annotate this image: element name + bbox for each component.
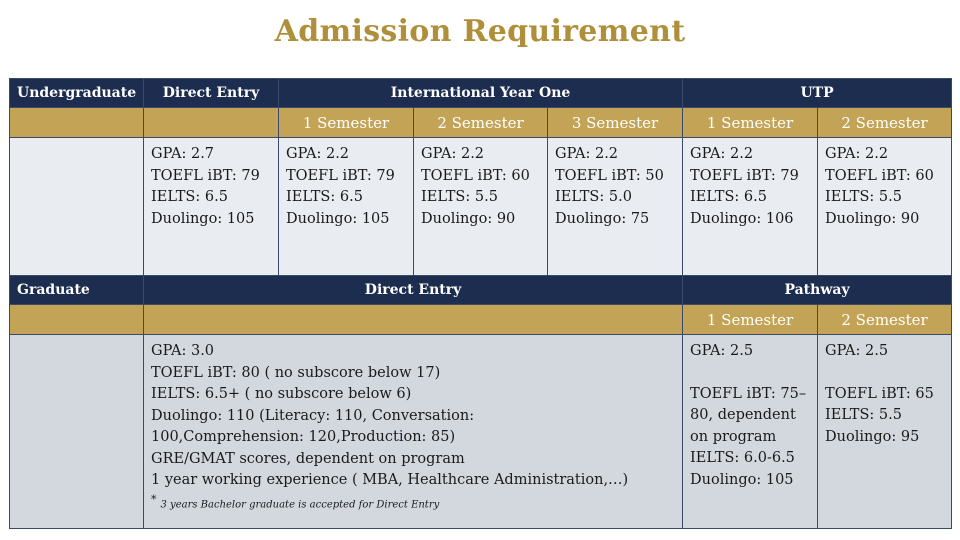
requirement-line: 1 year working experience ( MBA, Healthcare Administration,…) — [151, 472, 629, 488]
requirement-line: IELTS: 5.5 — [825, 189, 902, 205]
empty-cell — [10, 335, 144, 529]
spacer — [690, 363, 813, 384]
requirement-line: Duolingo: 106 — [690, 210, 794, 227]
graduate-label: Graduate — [10, 276, 144, 305]
international-year-one-header: International Year One — [279, 79, 683, 108]
requirement-line: GPA: 2.2 — [555, 146, 619, 162]
requirement-line: GPA: 2.2 — [825, 146, 889, 162]
utp-semester-1-cell — [683, 138, 818, 276]
requirement-line: TOEFL iBT: 50 — [555, 167, 664, 184]
requirement-line: TOEFL iBT: 79 — [151, 167, 260, 184]
requirement-line: Duolingo: 105 — [151, 210, 255, 227]
utp-header: UTP — [683, 79, 952, 108]
undergrad-header-row — [10, 79, 952, 108]
iyo-semester-2: 2 Semester — [414, 108, 548, 138]
iyo-semester-3: 3 Semester — [548, 108, 683, 138]
empty-cell — [10, 138, 144, 276]
iyo-semester-1-cell — [279, 138, 414, 276]
requirement-line: GPA: 2.7 — [151, 146, 215, 162]
footnote-marker: * — [151, 492, 157, 506]
requirement-line: GPA: 2.5 — [825, 343, 889, 359]
requirement-line: GPA: 3.0 — [151, 343, 215, 359]
iyo-semester-3-cell — [548, 138, 683, 276]
requirement-line: GPA: 2.2 — [421, 146, 485, 162]
graduate-header-row — [10, 276, 952, 305]
iyo-semester-2-cell — [414, 138, 548, 276]
requirement-line: IELTS: 6.5 — [690, 189, 767, 205]
graduate-direct-entry-header: Direct Entry — [144, 276, 683, 305]
utp-semester-2-cell — [818, 138, 952, 276]
footnote-text: 3 years Bachelor graduate is accepted for Direct Entry — [160, 498, 440, 510]
requirement-line: Duolingo: 90 — [825, 210, 920, 227]
requirement-line: Duolingo: 105 — [286, 210, 390, 227]
graduate-direct-entry-cell — [144, 335, 683, 529]
admission-requirements-table — [9, 78, 952, 529]
pathway-header: Pathway — [683, 276, 952, 305]
utp-semester-1: 1 Semester — [683, 108, 818, 138]
pathway-semester-1: 1 Semester — [683, 305, 818, 335]
undergrad-label: Undergraduate — [10, 79, 144, 108]
empty-cell — [10, 108, 144, 138]
pathway-semester-1-cell — [683, 335, 818, 529]
requirement-line: Duolingo: 110 (Literacy: 110, Conversation: 100,Comprehension: 120,Production: 85) — [151, 407, 475, 445]
pathway-semester-2-cell — [818, 335, 952, 529]
requirement-line: GPA: 2.5 — [690, 343, 754, 359]
requirement-line: TOEFL iBT: 79 — [286, 167, 395, 184]
iyo-semester-1: 1 Semester — [279, 108, 414, 138]
requirement-line: IELTS: 5.5 — [825, 407, 902, 423]
requirement-line: IELTS: 6.5+ ( no subscore below 6) — [151, 386, 412, 402]
requirement-line: Duolingo: 105 — [690, 471, 794, 488]
requirement-line: Duolingo: 95 — [825, 428, 920, 445]
requirement-line: GPA: 2.2 — [690, 146, 754, 162]
page-title: Admission Requirement — [274, 14, 686, 49]
requirement-line: TOEFL iBT: 79 — [690, 167, 799, 184]
requirement-line: TOEFL iBT: 75–80, dependent on program IELTS: 6.0-6.5 — [690, 385, 807, 466]
requirement-line: IELTS: 6.5 — [286, 189, 363, 205]
requirement-line: TOEFL iBT: 80 ( no subscore below 17) — [151, 364, 441, 381]
pathway-semester-2: 2 Semester — [818, 305, 952, 335]
graduate-semester-row — [10, 305, 952, 335]
empty-cell — [10, 305, 144, 335]
requirement-line: IELTS: 6.5 — [151, 189, 228, 205]
undergrad-direct-entry-cell — [144, 138, 279, 276]
undergrad-semester-row — [10, 108, 952, 138]
requirement-line: TOEFL iBT: 65 — [825, 385, 934, 402]
requirement-line: Duolingo: 75 — [555, 210, 650, 227]
requirement-line: Duolingo: 90 — [421, 210, 516, 227]
undergrad-data-row — [10, 138, 952, 276]
undergrad-direct-entry-header: Direct Entry — [144, 79, 279, 108]
empty-cell — [144, 108, 279, 138]
graduate-data-row — [10, 335, 952, 529]
requirement-line: GPA: 2.2 — [286, 146, 350, 162]
footnote — [151, 493, 678, 512]
empty-cell — [144, 305, 683, 335]
requirement-line: IELTS: 5.5 — [421, 189, 498, 205]
spacer — [825, 363, 947, 384]
requirement-line: GRE/GMAT scores, dependent on program — [151, 450, 465, 467]
requirement-line: IELTS: 5.0 — [555, 189, 632, 205]
utp-semester-2: 2 Semester — [818, 108, 952, 138]
requirement-line: TOEFL iBT: 60 — [421, 167, 530, 184]
requirement-line: TOEFL iBT: 60 — [825, 167, 934, 184]
